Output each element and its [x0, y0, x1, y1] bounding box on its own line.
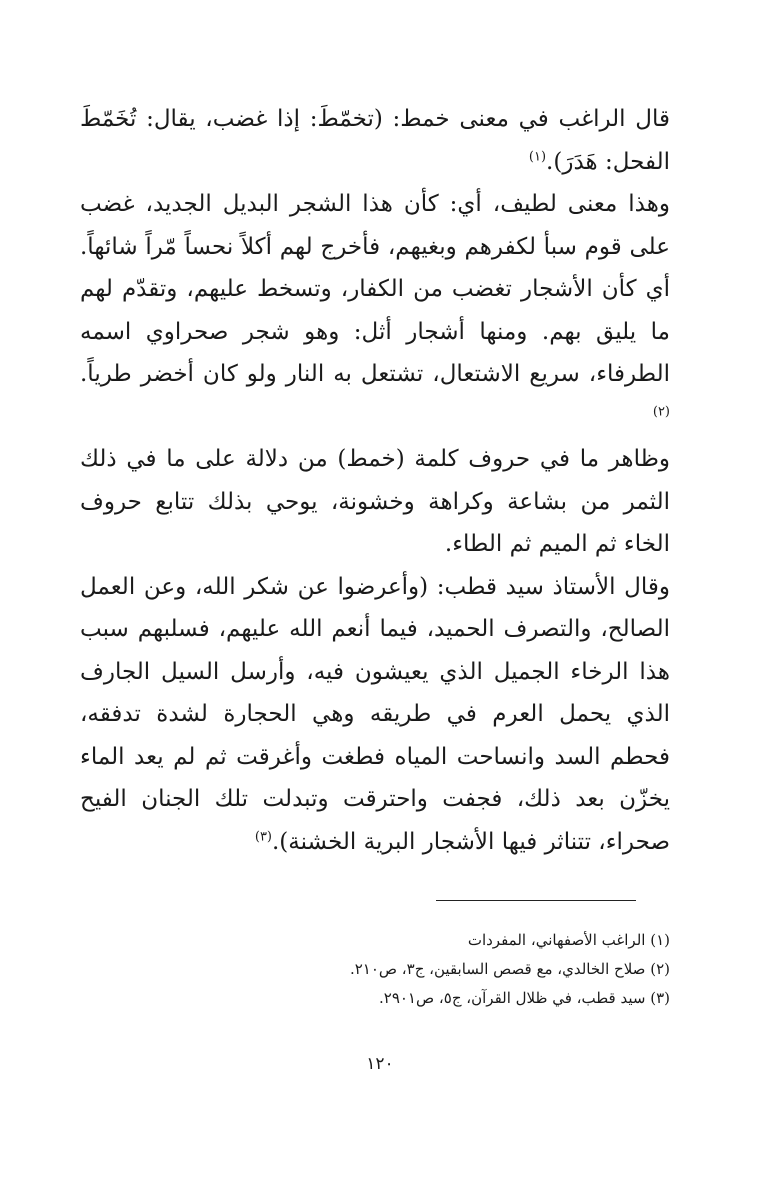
footnote-1	[80, 926, 670, 955]
paragraph-3: وظاهر ما في حروف كلمة (خمط) من دلالة على ما في ذلك الثمر من بشاعة وكراهة وخشونة، يوحي بذلك تتابع حروف الخاء ثم الميم ثم الطاء.	[80, 446, 670, 557]
footnote-ref-1: (١)	[528, 148, 547, 164]
footnote-marker: (٢)	[650, 960, 670, 978]
footnote-divider	[436, 900, 636, 901]
main-text	[80, 98, 670, 863]
footnote-ref-2: (٢)	[652, 403, 670, 419]
footnote-ref-3: (٣)	[254, 828, 272, 844]
footnote-3	[80, 984, 670, 1013]
footnote-marker: (١)	[650, 931, 670, 949]
footnote-2	[80, 955, 670, 984]
paragraph-4: وقال الأستاذ سيد قطب: (وأعرضوا عن شكر الله، وعن العمل الصالح، والتصرف الحميد، فيما أنعم الله عليهم، فسلبهم سبب هذا الرخاء الجميل الذي يعيشون فيه، وأرسل السيل الجارف الذي يحمل العرم في طريقه وهي الحجارة لشدة تدفقه، فحطم السد وانساحت المياه فطغت وأغرقت ثم لم يعد الماء يخزّن بعد ذلك، فجفت واحترقت وتبدلت تلك الجنان الفيح صحراء، تتناثر فيها الأشجار البرية الخشنة).$^{(٣)}$	[80, 573, 670, 855]
footnote-text: الراغب الأصفهاني، المفردات	[467, 931, 646, 949]
footnote-text: صلاح الخالدي، مع قصص السابقين، ج٣، ص٢١٠.	[349, 960, 646, 978]
footnote-text: سيد قطب، في ظلال القرآن، ج٥، ص٢٩٠١.	[378, 989, 646, 1007]
paragraph-2: وهذا معنى لطيف، أي: كأن هذا الشجر البديل الجديد، غضب على قوم سبأ لكفرهم وبغيهم، فأخرج لهم أكلاً نحساً مّراً شائهاً. أي كأن الأشجار تغضب من الكفار، وتسخط عليهم، وتقدّم لهم ما يليق بهم. ومنها أشجار أثل: وهو شجر صحراوي اسمه الطرفاء، سريع الاشتعال، تشتعل به النار ولو كان أخضر طرياً.$^{(٢)}$	[80, 191, 670, 419]
footnotes	[80, 926, 670, 1013]
footnote-marker: (٣)	[650, 989, 670, 1007]
paragraph-1: قال الراغب في معنى خمط: (تخمّطَ: إذا غضب، يقال: تُخَمّطَ الفحل: هَدَرَ).$^{(١)}$	[80, 106, 670, 175]
page-number: ١٢٠	[366, 1054, 394, 1074]
